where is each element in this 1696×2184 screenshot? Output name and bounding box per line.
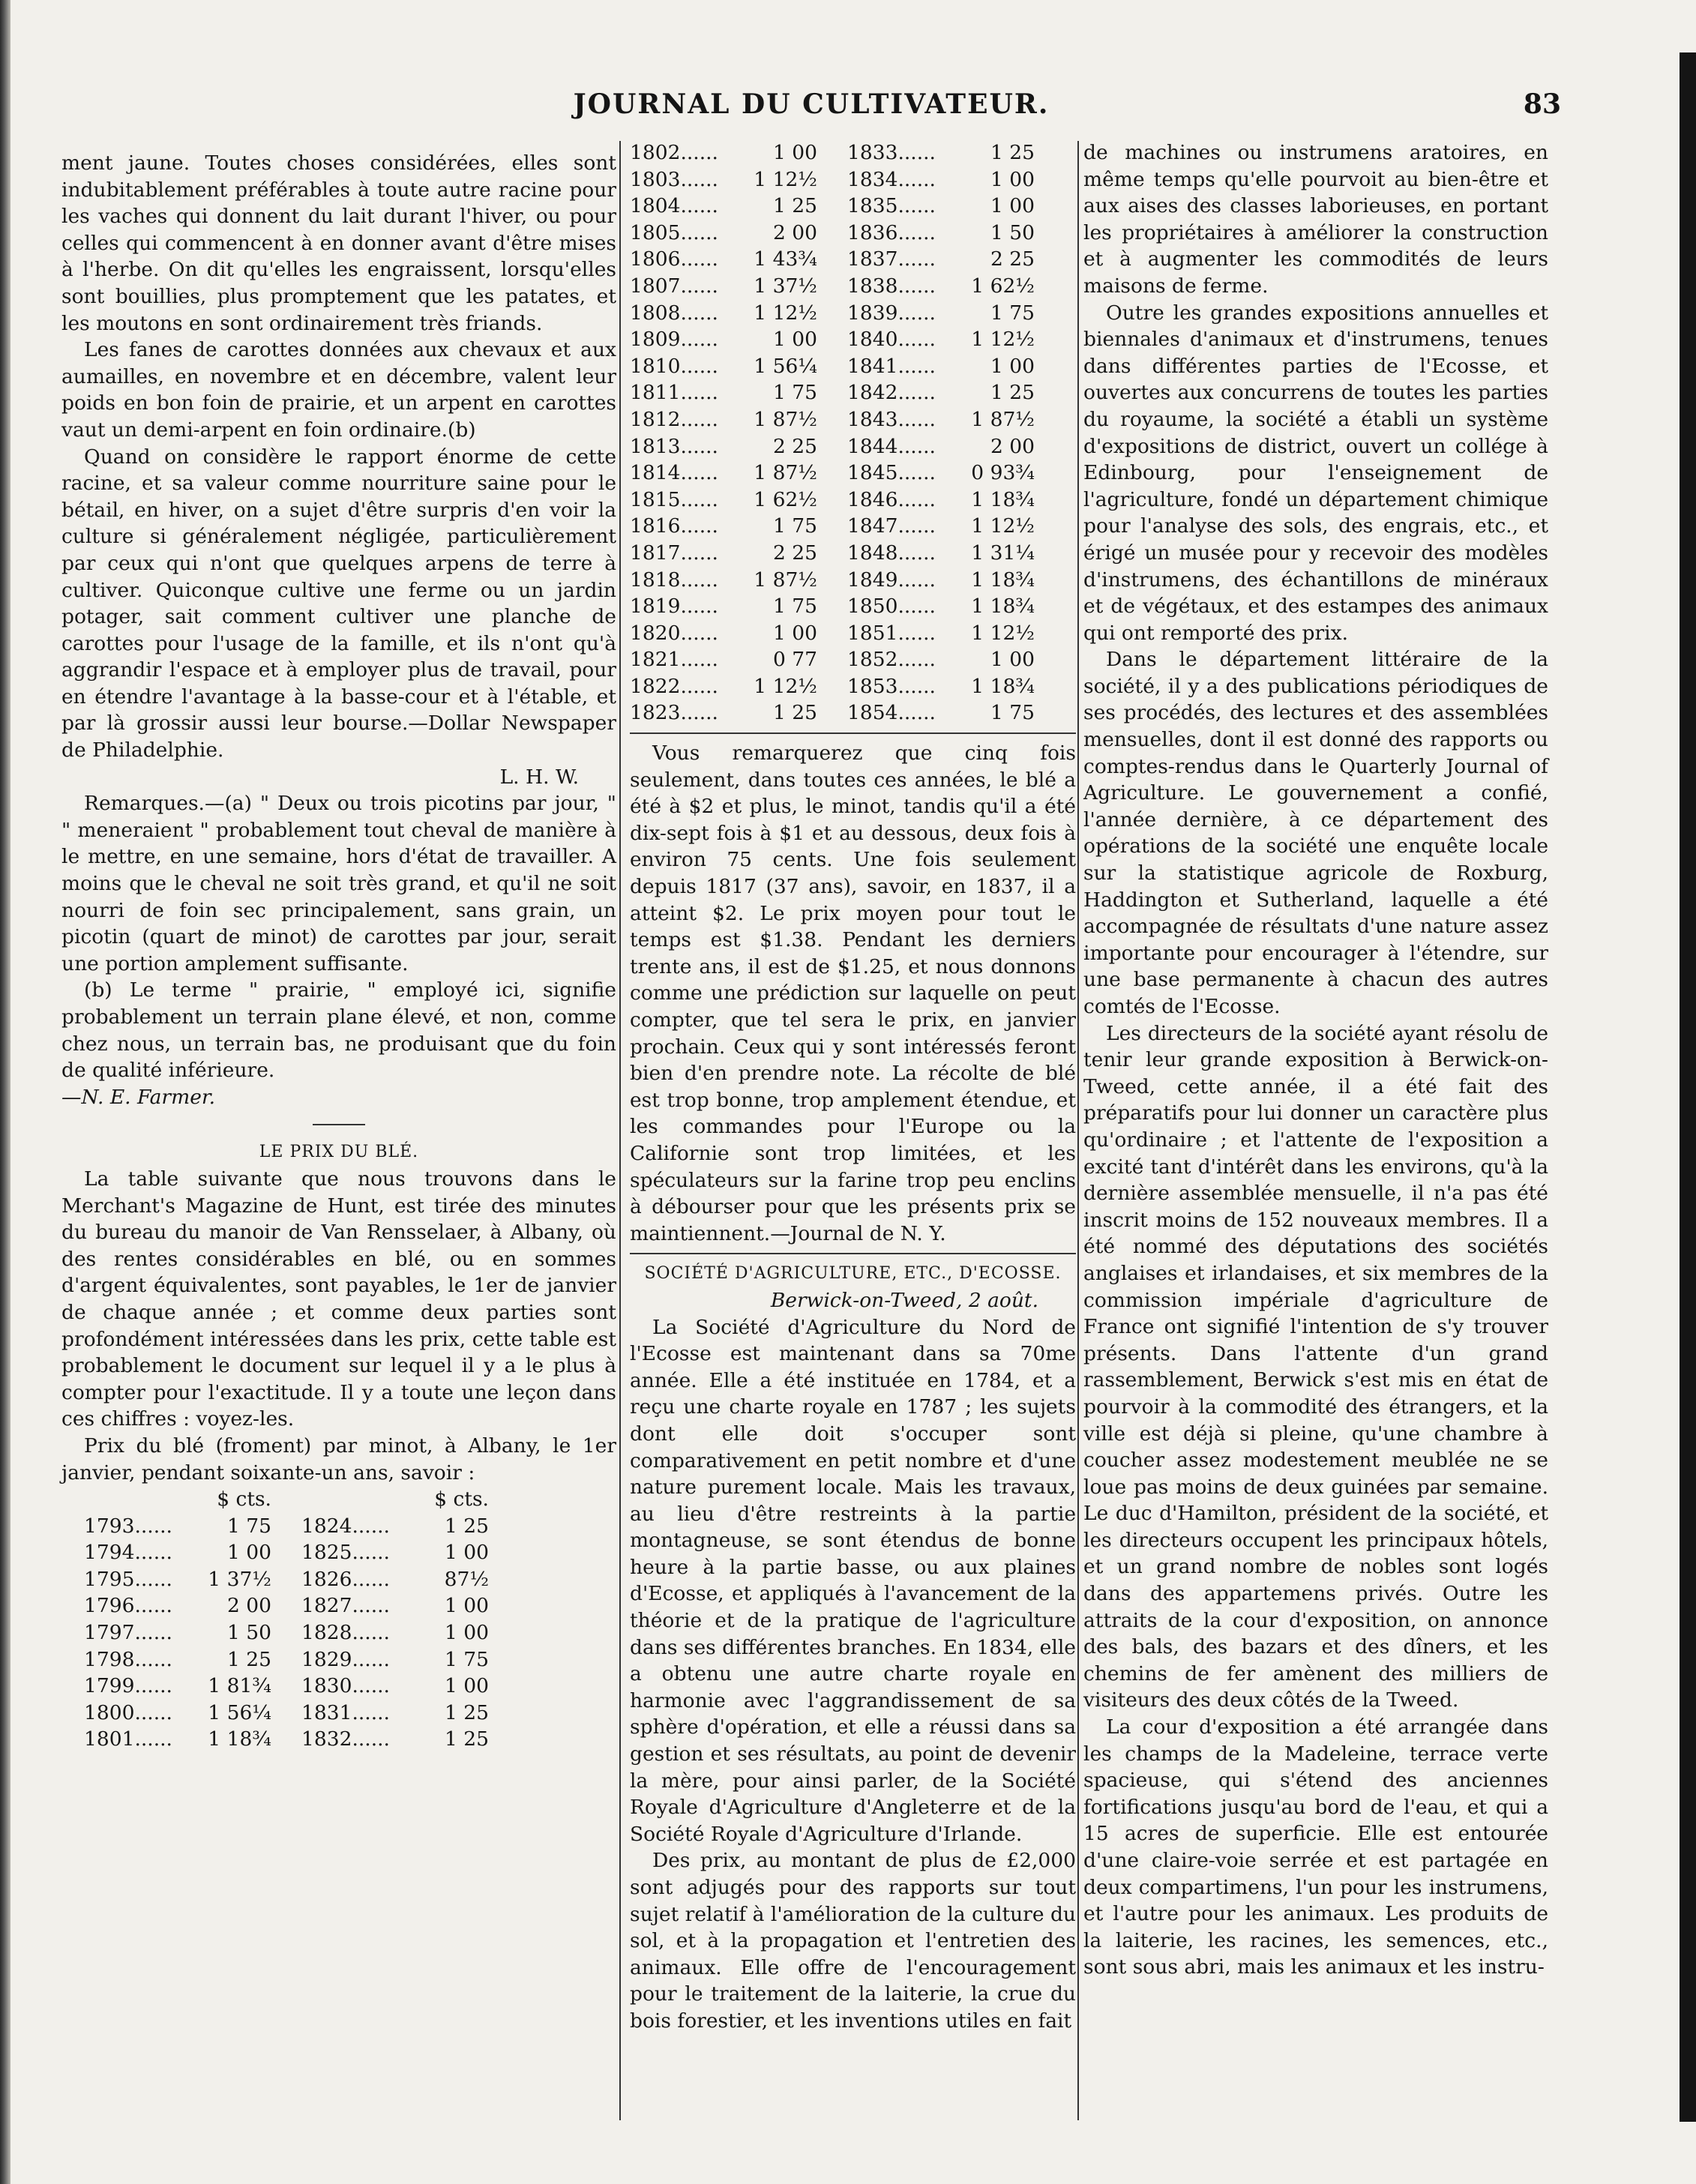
table-row [84, 1592, 519, 1619]
price-cell: 1 87½ [971, 407, 1035, 431]
price-cell: 1 37½ [208, 1567, 271, 1591]
price-cell: 0 77 [772, 648, 817, 672]
table-row [84, 1513, 519, 1540]
price-cell: 1 87½ [754, 407, 817, 431]
price-table-1802-1854 [630, 139, 1065, 727]
price-cell: 1 00 [444, 1541, 489, 1565]
col3-paragraph-2: Outre les grandes expositions annuelles et biennales d'animaux et d'instrumens, tenues dans différentes parties de l'Ecosse, et ouvertes aux concurrens de toutes les parties du royaume, la société a établi un système d'expositions de district, ouvert un collége à Edinbourg, pour l'enseignement de l'agriculture, fondé un département chimique pour l'analyse des sols, des engrais, etc., et érigé un musée pour y recevoir des modèles d'instrumens, des échantillons de minéraux et de végétaux, et des estampes des animaux qui ont remporté des prix. [1083, 301, 1548, 645]
price-cell: 2 25 [990, 247, 1035, 271]
price-cell: 1 12½ [971, 514, 1035, 538]
price-cell: 1 18¾ [971, 487, 1035, 511]
price-cell: 2 00 [990, 434, 1035, 458]
carrot-paragraph-1: ment jaune. Toutes choses considérées, elles sont indubitablement préférables à toute autre racine pour les vaches qui donnent du lait durant l'hiver, ou pour celles qui commencent à en donner avant d'être mises à l'herbe. On dit qu'elles les engraissent, lorsqu'elles sont bouillies, plus promptement que les patates, et les moutons en sont ordinairement très friands. [61, 151, 616, 335]
price-cell: 1 00 [772, 328, 817, 352]
table-row [84, 1539, 519, 1566]
price-cell: 1 25 [226, 1647, 271, 1671]
year-cell: 1807...... [630, 274, 718, 298]
year-cell: 1848...... [847, 541, 936, 565]
year-cell: 1852...... [847, 648, 936, 672]
table-row [630, 540, 1065, 567]
price-cell: 1 12½ [971, 328, 1035, 352]
signature: L. H. W. [499, 765, 579, 789]
price-cell: 1 18¾ [971, 568, 1035, 592]
price-cell: 1 12½ [754, 674, 817, 698]
year-cell: 1799...... [84, 1674, 172, 1698]
page-right-edge [1680, 52, 1696, 2122]
remarks-paragraph-1: Remarques.—(a) " Deux ou trois picotins par jour, " " meneraient " probablement tout cheval de manière à le mettre, en une semaine, hors d'état de travailler. A moins que le cheval ne soit très grand, et qu'il ne soit nourri de foin sec principalement, sans grain, un picotin (quart de minot) de carottes par jour, serait une portion amplement suffisante. [61, 792, 616, 975]
year-cell: 1845...... [847, 461, 936, 485]
year-cell: 1837...... [847, 247, 936, 271]
column-2 [630, 139, 1076, 2035]
table-row [84, 1566, 519, 1593]
year-cell: 1818...... [630, 568, 718, 592]
carrot-paragraph-3: Quand on considère le rapport énorme de cette racine, et sa valeur comme nourriture saine pour le bétail, en hiver, on a sujet d'être surpris d'en voir la culture si généralement négligée, particulièrement par ceux qui n'ont que quelques arpens de terre à cultiver. Quiconque cultive une ferme ou un jardin potager, sait comment cultiver une planche de carottes pour l'usage de la famille, et ils n'ont qu'à aggrandir l'espace et à employer plus de travail, pour en étendre l'avantage à la basse-cour et à l'étable, et par là grossir aussi leur bourse.—Dollar Newspaper de Philadelphie. [61, 445, 616, 762]
societe-paragraph-2: Des prix, au montant de plus de £2,000 sont adjugés pour des rapports sur tout sujet relatif à l'amélioration de la culture du sol, et à la propagation et l'entretien des animaux. Elle offre de l'encouragement pour le traitement de la laiterie, la crue du bois forestier, et les inventions utiles en fait [630, 1849, 1076, 2033]
price-cell: 1 25 [444, 1727, 489, 1751]
column-rule-2 [1077, 141, 1079, 2120]
table-row [630, 353, 1065, 380]
year-cell: 1854...... [847, 701, 936, 725]
year-cell: 1836...... [847, 220, 936, 244]
table-row [630, 193, 1065, 220]
price-cell: 1 18¾ [971, 674, 1035, 698]
table-row [630, 273, 1065, 300]
year-cell: 1804...... [630, 194, 718, 218]
price-cell: 2 00 [772, 220, 817, 244]
price-cell: 0 93¾ [971, 461, 1035, 485]
remarks-paragraph-2: (b) Le terme " prairie, " employé ici, signifie probablement un terrain plane élevé, et non, comme chez nous, un terrain bas, ne produisant que du foin de qualité inférieure. [61, 978, 616, 1083]
year-cell: 1795...... [84, 1567, 172, 1591]
year-cell: 1817...... [630, 541, 718, 565]
price-cell: 1 00 [990, 354, 1035, 378]
section-title-prix-du-ble: LE PRIX DU BLÉ. [259, 1143, 419, 1162]
year-cell: 1800...... [84, 1700, 172, 1724]
table-header-left: $ cts. [217, 1487, 271, 1511]
price-cell: 1 56¼ [208, 1700, 271, 1724]
journal-title: JOURNAL DU CULTIVATEUR. [573, 88, 1050, 120]
year-cell: 1840...... [847, 328, 936, 352]
section-title-societe: SOCIÉTÉ D'AGRICULTURE, ETC., D'ECOSSE. [644, 1264, 1062, 1284]
col3-paragraph-4: Les directeurs de la société ayant résolu de tenir leur grande exposition à Berwick-on-Tweed, cette année, il a été fait des préparatifs pour lui donner un caractère plus qu'ordinaire ; et l'attente de l'exposition a excité tant d'intérêt dans les environs, qu'à la dernière assemblée mensuelle, il n'a pas été inscrit moins de 152 nouveaux membres. Il a été nommé des députations des sociétés anglaises et irlandaises, et six membres de la commission impériale d'agriculture de France ont signifié l'intention de s'y trouver présents. Dans l'attente d'un grand rassemblement, Berwick s'est mis en état de pourvoir à la commodité des étrangers, et la ville est déjà si pleine, qu'une chambre à coucher assez modestement meublée ne se loue pas moins de deux guinées par semaine. Le duc d'Hamilton, président de la société, et les directeurs occupent les principaux hôtels, et un grand nombre de nobles sont logés dans des appartemens privés. Outre les attraits de la cour d'exposition, on annonce des bals, des bazars et des dîners, et les chemins de fer amènent des milliers de visiteurs des deux côtés de la Tweed. [1083, 1021, 1548, 1712]
year-cell: 1838...... [847, 274, 936, 298]
price-cell: 1 75 [772, 514, 817, 538]
price-cell: 1 00 [772, 141, 817, 164]
price-cell: 1 87½ [754, 568, 817, 592]
price-cell: 1 00 [444, 1674, 489, 1698]
year-cell: 1820...... [630, 621, 718, 645]
dateline: Berwick-on-Tweed, 2 août. [770, 1288, 1038, 1312]
price-cell: 1 25 [772, 701, 817, 725]
year-cell: 1829...... [301, 1647, 390, 1671]
year-cell: 1815...... [630, 487, 718, 511]
table-row [630, 379, 1065, 406]
table-row [84, 1673, 519, 1700]
year-cell: 1803...... [630, 167, 718, 191]
table-row [630, 567, 1065, 594]
year-cell: 1844...... [847, 434, 936, 458]
price-cell: 1 62½ [754, 487, 817, 511]
table-row [630, 620, 1065, 647]
year-cell: 1824...... [301, 1514, 390, 1538]
column-3 [1083, 139, 1548, 1981]
price-cell: 1 50 [990, 220, 1035, 244]
year-cell: 1842...... [847, 381, 936, 405]
table-row [630, 593, 1065, 620]
col3-paragraph-5: La cour d'exposition a été arrangée dans les champs de la Madeleine, terrace verte spacieuse, qui s'étend des anciennes fortifications jusqu'au bord de l'eau, et qui a 15 acres de superficie. Elle est entourée d'une claire-voie serrée et est partagée en deux compartimens, l'un pour les instrumens, et l'autre pour les animaux. Les produits de la laiterie, les racines, les semences, etc., sont sous abri, mais les animaux et les instru- [1083, 1715, 1548, 1979]
col3-paragraph-1: de machines ou instrumens aratoires, en même temps qu'elle pourvoit au bien-être et aux aises des classes laborieuses, en portant les propriétaires à améliorer la construction et à augmenter les commodités de leurs maisons de ferme. [1083, 141, 1548, 298]
price-cell: 1 25 [444, 1700, 489, 1724]
year-cell: 1812...... [630, 407, 718, 431]
year-cell: 1794...... [84, 1541, 172, 1565]
price-cell: 1 12½ [754, 167, 817, 191]
table-row [630, 326, 1065, 353]
table-row [630, 166, 1065, 193]
price-cell: 1 00 [990, 648, 1035, 672]
year-cell: 1822...... [630, 674, 718, 698]
table-row [630, 460, 1065, 487]
price-cell: 87½ [444, 1567, 489, 1591]
table-row [630, 513, 1065, 540]
col3-paragraph-3: Dans le département littéraire de la société, il y a des publications périodiques de ses procédés, des lectures et des assemblées mensuelles, dont il est donné des rapports ou comptes-rendus dans le Quarterly Journal of Agriculture. Le gouvernement a confié, l'année dernière, à ce département des opérations de la société une enquête locale sur la statistique agricole de Roxburg, Haddington et Sutherland, laquelle a été accompagnée de résultats d'une nature assez importante pour encourager à l'étendre, sur une base permanente à chacun des autres comtés de l'Ecosse. [1083, 648, 1548, 1018]
year-cell: 1827...... [301, 1594, 390, 1618]
price-cell: 1 25 [772, 194, 817, 218]
price-cell: 1 25 [990, 141, 1035, 164]
year-cell: 1814...... [630, 461, 718, 485]
price-cell: 1 37½ [754, 274, 817, 298]
year-cell: 1839...... [847, 301, 936, 325]
price-cell: 1 75 [990, 701, 1035, 725]
price-cell: 1 87½ [754, 461, 817, 485]
table-row [630, 673, 1065, 700]
price-cell: 1 25 [444, 1514, 489, 1538]
prix-paragraph-1: La table suivante que nous trouvons dans le Merchant's Magazine de Hunt, est tirée des minutes du bureau du manoir de Van Rensselaer, à Albany, où des rentes considérables en blé, ou en sommes d'argent équivalentes, sont payables, le 1er de janvier de chaque année ; et comme deux parties sont profondément intéressées dans les prix, cette table est probablement le document sur lequel il y a le plus à compter pour l'exactitude. Il y a toute une leçon dans ces chiffres : voyez-les. [61, 1167, 616, 1431]
year-cell: 1846...... [847, 487, 936, 511]
year-cell: 1802...... [630, 141, 718, 164]
table-row [630, 700, 1065, 727]
price-cell: 1 81¾ [208, 1674, 271, 1698]
year-cell: 1831...... [301, 1700, 390, 1724]
price-cell: 1 75 [772, 381, 817, 405]
year-cell: 1816...... [630, 514, 718, 538]
price-cell: 1 56¼ [754, 354, 817, 378]
table-row [630, 433, 1065, 460]
price-cell: 1 62½ [971, 274, 1035, 298]
table-row [630, 300, 1065, 327]
year-cell: 1826...... [301, 1567, 390, 1591]
year-cell: 1835...... [847, 194, 936, 218]
year-cell: 1833...... [847, 141, 936, 164]
section-rule [630, 1253, 1076, 1254]
year-cell: 1797...... [84, 1621, 172, 1645]
price-cell: 1 31¼ [971, 541, 1035, 565]
year-cell: 1806...... [630, 247, 718, 271]
page-header [61, 88, 1561, 133]
year-cell: 1853...... [847, 674, 936, 698]
year-cell: 1843...... [847, 407, 936, 431]
column-1 [61, 150, 616, 1753]
table-row [630, 220, 1065, 247]
carrot-paragraph-2: Les fanes de carottes données aux chevaux et aux aumailles, en novembre et en décembre, valent leur poids en bon foin de prairie, et un arpent en carottes vaut un demi-arpent en foin ordinaire.(b) [61, 338, 616, 442]
section-divider [313, 1124, 365, 1125]
prix-commentary: Vous remarquerez que cinq fois seulement, dans toutes ces années, le blé a été à $2 et plus, le minot, tandis qu'il a été dix-sept fois à $1 et au dessous, deux fois à environ 75 cents. Une fois seulement depuis 1817 (37 ans), savoir, en 1837, il a atteint $2. Le prix moyen pour tout le temps est $1.38. Pendant les derniers trente ans, il est de $1.25, et nous donnons comme une prédiction sur laquelle on peut compter, que tel sera le prix, en janvier prochain. Ceux qui y sont intéressés feront bien d'en prendre note. La récolte de blé est trop bonne, trop amplement étendue, et les commandes pour l'Europe ou la Californie sont trop limitées, et les spéculateurs sur la farine trop peu enclins à débourser pour que les présents prix se maintiennent.—Journal de N. Y. [630, 741, 1076, 1245]
column-rule-1 [619, 141, 621, 2120]
price-table-1793-1832 [84, 1486, 519, 1753]
price-cell: 1 00 [990, 194, 1035, 218]
prix-paragraph-2: Prix du blé (froment) par minot, à Albany, le 1er janvier, pendant soixante-un ans, savoir : [61, 1434, 616, 1484]
table-header-right: $ cts. [434, 1487, 489, 1511]
year-cell: 1832...... [301, 1727, 390, 1751]
year-cell: 1811...... [630, 381, 718, 405]
price-cell: 1 00 [772, 621, 817, 645]
price-cell: 1 18¾ [208, 1727, 271, 1751]
price-cell: 1 75 [990, 301, 1035, 325]
price-cell: 1 12½ [971, 621, 1035, 645]
remarks-source: —N. E. Farmer. [61, 1085, 216, 1109]
year-cell: 1813...... [630, 434, 718, 458]
table-row [630, 646, 1065, 673]
year-cell: 1808...... [630, 301, 718, 325]
year-cell: 1821...... [630, 648, 718, 672]
year-cell: 1805...... [630, 220, 718, 244]
year-cell: 1825...... [301, 1541, 390, 1565]
price-cell: 1 18¾ [971, 595, 1035, 619]
price-cell: 1 75 [226, 1514, 271, 1538]
year-cell: 1850...... [847, 595, 936, 619]
price-cell: 1 25 [990, 381, 1035, 405]
year-cell: 1823...... [630, 701, 718, 725]
year-cell: 1798...... [84, 1647, 172, 1671]
page-number: 83 [1523, 88, 1561, 120]
year-cell: 1828...... [301, 1621, 390, 1645]
table-row [84, 1726, 519, 1753]
table-row [84, 1646, 519, 1673]
table-row [84, 1619, 519, 1646]
price-cell: 1 00 [444, 1594, 489, 1618]
price-cell: 1 75 [772, 595, 817, 619]
table-row [630, 246, 1065, 273]
price-cell: 1 00 [226, 1541, 271, 1565]
table-rule [630, 732, 1076, 734]
year-cell: 1830...... [301, 1674, 390, 1698]
year-cell: 1847...... [847, 514, 936, 538]
table-row [630, 139, 1065, 166]
price-cell: 2 25 [772, 541, 817, 565]
year-cell: 1793...... [84, 1514, 172, 1538]
societe-paragraph-1: La Société d'Agriculture du Nord de l'Ecosse est maintenant dans sa 70me année. Elle a été instituée en 1784, et a reçu une charte royale en 1787 ; les sujets dont elle doit s'occuper sont comparativement en petit nombre et d'une nature purement locale. Mais les travaux, au lieu d'être restreints à la partie montagneuse, se sont étendus de bonne heure à la partie basse, ou aux plaines d'Ecosse, et appliqués à l'avancement de la théorie et de la pratique de l'agriculture dans ses différentes branches. En 1834, elle a obtenu une autre charte royale en harmonie avec l'aggrandissement de sa sphère d'opération, et elle a réussi dans sa gestion et ses résultats, au point de devenir la mère, pour ainsi parler, de la Société Royale d'Agriculture d'Angleterre et de la Société Royale d'Agriculture d'Irlande. [630, 1315, 1076, 1846]
table-row [630, 406, 1065, 433]
price-cell: 1 50 [226, 1621, 271, 1645]
year-cell: 1819...... [630, 595, 718, 619]
price-cell: 2 00 [226, 1594, 271, 1618]
year-cell: 1849...... [847, 568, 936, 592]
year-cell: 1796...... [84, 1594, 172, 1618]
price-cell: 1 12½ [754, 301, 817, 325]
price-cell: 1 75 [444, 1647, 489, 1671]
year-cell: 1841...... [847, 354, 936, 378]
price-cell: 1 00 [990, 167, 1035, 191]
table-row [84, 1700, 519, 1727]
table-row [630, 487, 1065, 514]
price-cell: 1 00 [444, 1621, 489, 1645]
page-left-edge [0, 0, 10, 2184]
year-cell: 1809...... [630, 328, 718, 352]
year-cell: 1810...... [630, 354, 718, 378]
year-cell: 1801...... [84, 1727, 172, 1751]
year-cell: 1834...... [847, 167, 936, 191]
price-cell: 1 43¾ [754, 247, 817, 271]
price-cell: 2 25 [772, 434, 817, 458]
year-cell: 1851...... [847, 621, 936, 645]
